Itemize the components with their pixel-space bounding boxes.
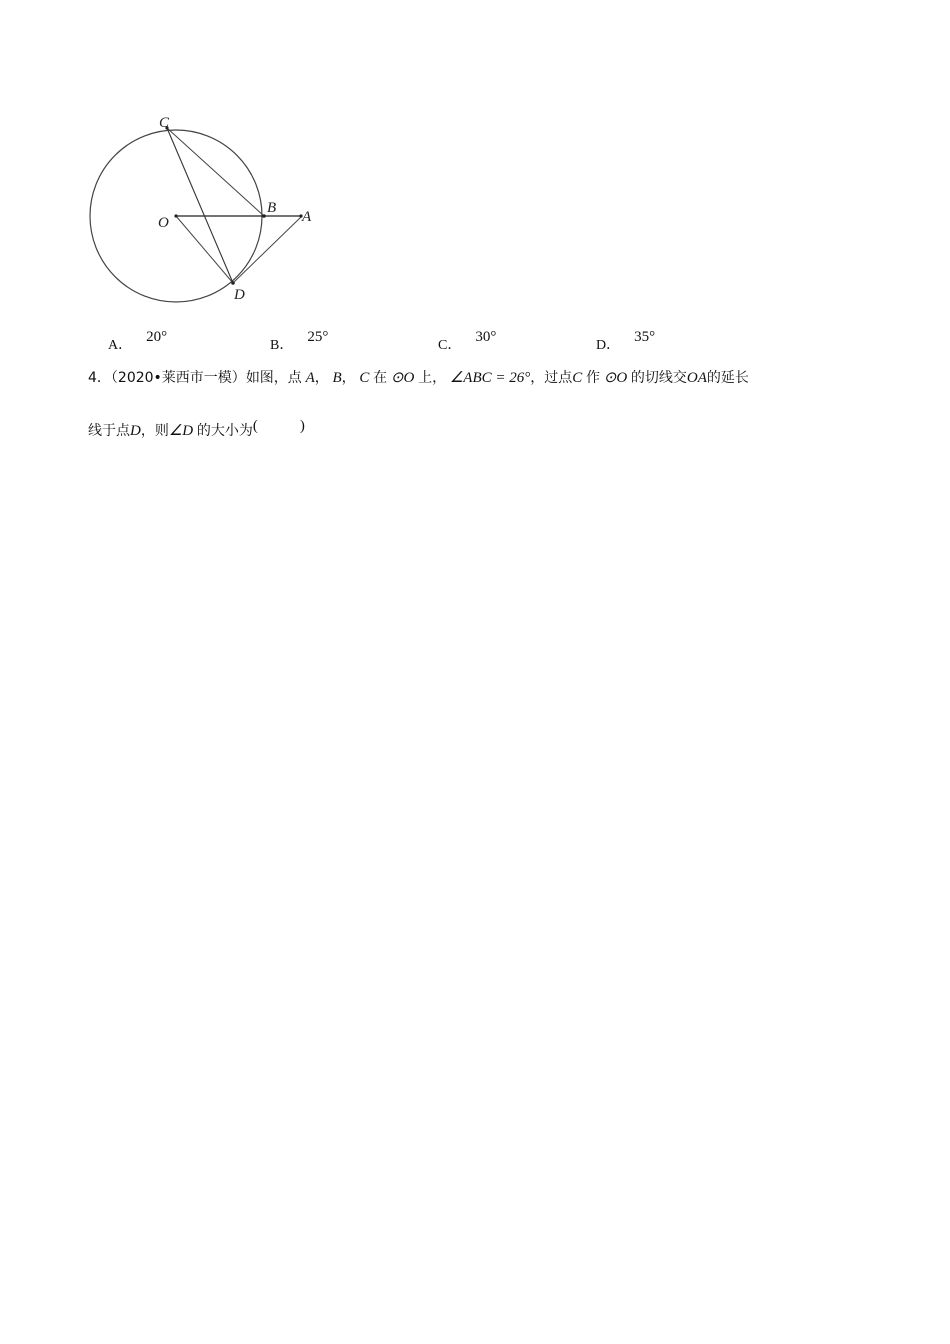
option-value: 35° bbox=[634, 329, 656, 345]
question-text: 作 bbox=[586, 370, 600, 386]
label-o: O bbox=[158, 215, 169, 231]
point-c-ref: C bbox=[572, 370, 583, 386]
question-line-2 bbox=[88, 420, 305, 440]
point-b-dot bbox=[262, 214, 266, 218]
option-letter: B． bbox=[270, 338, 294, 353]
answer-paren-open: ( bbox=[252, 418, 258, 434]
segment-cd bbox=[167, 128, 233, 283]
label-b: B bbox=[267, 200, 277, 216]
point-b-ref: B bbox=[332, 370, 342, 386]
segment-od bbox=[176, 216, 233, 283]
question-source: （2020•莱西市一模） bbox=[110, 370, 246, 386]
question-text: ，则 bbox=[140, 423, 169, 439]
circle-diagram bbox=[80, 108, 330, 313]
point-o-dot bbox=[174, 214, 177, 217]
option-c[interactable] bbox=[438, 326, 497, 353]
option-letter: D． bbox=[596, 338, 621, 353]
option-a[interactable] bbox=[108, 326, 168, 353]
question-text: 如图，点 bbox=[245, 370, 302, 386]
point-a-ref: A bbox=[305, 370, 315, 386]
segment-oa-ref: OA bbox=[686, 370, 707, 386]
angle-d: ∠D bbox=[168, 423, 194, 439]
separator: ， bbox=[314, 370, 329, 386]
option-value: 25° bbox=[307, 329, 329, 345]
separator: ， bbox=[341, 370, 356, 386]
option-d[interactable] bbox=[596, 326, 656, 353]
question-text: 在 bbox=[373, 370, 388, 386]
answer-paren-close: ) bbox=[299, 418, 305, 434]
segment-da bbox=[233, 216, 302, 283]
point-c-ref: C bbox=[359, 370, 370, 386]
circle-o-ref: ⊙O bbox=[603, 370, 628, 386]
label-d: D bbox=[234, 287, 245, 303]
question-text: 上， bbox=[418, 370, 447, 386]
answer-options bbox=[0, 326, 950, 353]
label-c: C bbox=[159, 115, 170, 131]
geometry-figure bbox=[80, 108, 330, 313]
option-b[interactable] bbox=[270, 326, 329, 353]
question-text: 线于点 bbox=[88, 423, 130, 439]
question-line-1 bbox=[88, 367, 749, 387]
option-value: 20° bbox=[146, 329, 168, 345]
point-d-dot bbox=[231, 281, 235, 285]
question-number: 4． bbox=[88, 370, 111, 386]
option-letter: A． bbox=[108, 338, 133, 353]
point-d-ref: D bbox=[130, 423, 141, 439]
question-text: 的切线交 bbox=[630, 370, 687, 386]
option-value: 30° bbox=[475, 329, 497, 345]
question-text: 的延长 bbox=[706, 370, 749, 386]
circle-o-ref: ⊙O bbox=[390, 370, 415, 386]
option-letter: C． bbox=[438, 338, 462, 353]
question-text: ，过点 bbox=[530, 370, 573, 386]
question-text: 的大小为 bbox=[196, 423, 253, 439]
angle-abc: ∠ABC = 26° bbox=[449, 370, 531, 386]
label-a: A bbox=[302, 209, 312, 225]
